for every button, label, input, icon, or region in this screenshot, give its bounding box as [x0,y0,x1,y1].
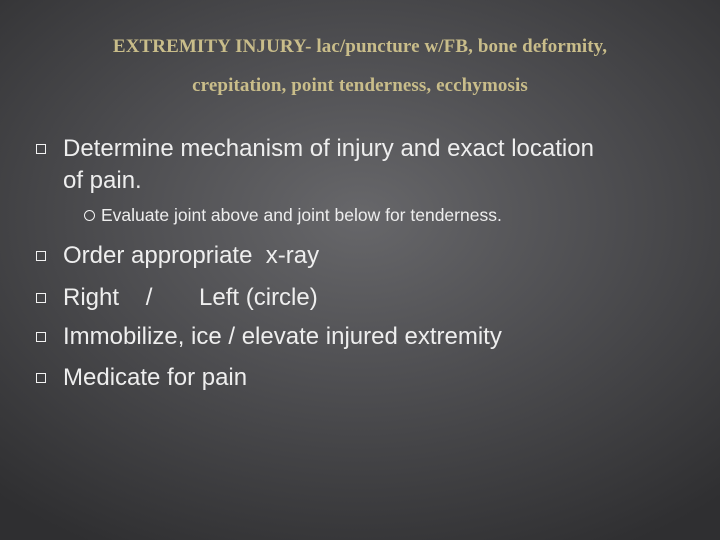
slide-title-line-2: crepitation, point tenderness, ecchymosis [192,75,528,96]
slide-title-line-1: EXTREMITY INJURY- lac/puncture w/FB, bone deformity, [112,36,608,57]
square-bullet-icon [36,373,46,383]
bullet-text [63,135,594,195]
circle-bullet-icon [84,210,95,221]
bullet-text: Immobilize, ice / elevate injured extremity [63,323,502,350]
square-bullet-icon [36,251,46,261]
bullet-text: Order appropriate x-ray [63,242,320,269]
bullet-text-line-1: Determine mechanism of injury and exact location [63,135,594,162]
square-bullet-icon [36,332,46,342]
square-bullet-icon [36,293,46,303]
bullet-text: Right / Left (circle) [63,284,318,311]
bullet-text: Medicate for pain [63,364,248,391]
sub-bullet-text: Evaluate joint above and joint below for tenderness. [101,205,502,225]
bullet-text-line-2: of pain. [63,167,142,194]
square-bullet-icon [36,144,46,154]
